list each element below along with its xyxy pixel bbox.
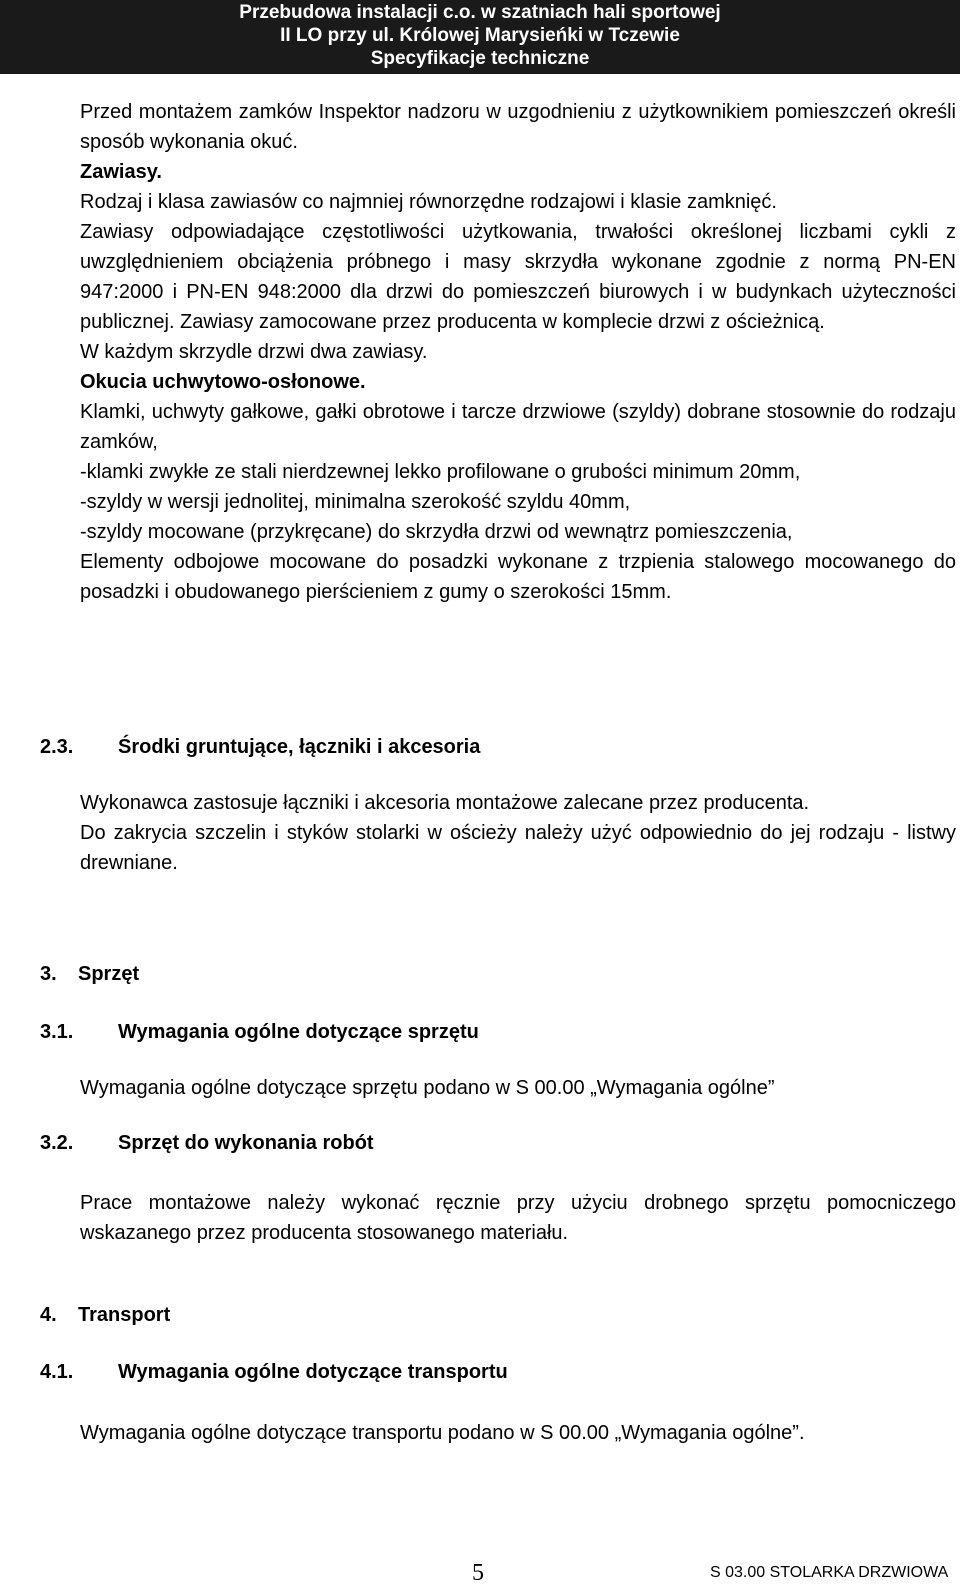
paragraph-klamki: Klamki, uchwyty gałkowe, gałki obrotowe i tarcze drzwiowe (szyldy) dobrane stosownie do rodzaju zamków,	[80, 401, 956, 453]
paragraph-okucia-intro: Przed montażem zamków Inspektor nadzoru w uzgodnieniu z użytkownikiem pomieszczeń określi sposób wykonania okuć.	[80, 101, 956, 153]
paragraph-szyldy-mocowane: -szyldy mocowane (przykręcane) do skrzydła drzwi od wewnątrz pomieszczenia,	[80, 521, 793, 543]
paragraph-zawiasy-rodzaj: Rodzaj i klasa zawiasów co najmniej równorzędne rodzajowi i klasie zamknięć.	[80, 191, 777, 213]
paragraph-laczniki: Wykonawca zastosuje łączniki i akcesoria montażowe zalecane przez producenta.	[80, 792, 810, 814]
header-title-line2: II LO przy ul. Królowej Marysieńki w Tczewie	[280, 25, 680, 46]
section-title: Sprzęt	[78, 963, 140, 985]
section-title: Wymagania ogólne dotyczące transportu	[118, 1361, 508, 1383]
paragraph-wymagania-sprzetu: Wymagania ogólne dotyczące sprzętu podano w S 00.00 „Wymagania ogólne”	[80, 1077, 775, 1099]
document-reference: S 03.00 STOLARKA DRZWIOWA	[710, 1564, 949, 1581]
paragraph-zawiasy-opis: Zawiasy odpowiadające częstotliwości użytkowania, trwałości określonej liczbami cykli z uwzględnieniem obciążenia próbnego i masy skrzydła wykonane zgodnie z normą PN-EN 947:2000 i PN-EN 948:2000 dla drzwi do pomieszczeń biurowych i w budynkach użyteczności publicznej. Zawiasy zamocowane przez producenta w komplecie drzwi z ościeżnicą.	[80, 221, 956, 333]
section-title: Sprzęt do wykonania robót	[118, 1132, 374, 1154]
section-2-3-body	[80, 788, 956, 878]
heading-zawiasy: Zawiasy.	[80, 161, 162, 183]
section-number: 3.	[40, 963, 57, 985]
section-number: 3.1.	[40, 1021, 74, 1043]
paragraph-szczeliny: Do zakrycia szczelin i styków stolarki w ościeży należy użyć odpowiednio do jej rodzaju - listwy drewniane.	[80, 822, 956, 874]
body-text	[80, 97, 960, 607]
section-heading-3-1	[40, 1017, 479, 1047]
paragraph-wymagania-transportu: Wymagania ogólne dotyczące transportu podano w S 00.00 „Wymagania ogólne”.	[80, 1422, 805, 1444]
section-heading-3	[40, 959, 139, 989]
paragraph-szyldy-jednolite: -szyldy w wersji jednolitej, minimalna szerokość szyldu 40mm,	[80, 491, 631, 513]
section-title: Transport	[78, 1304, 171, 1326]
header-title-line3: Specyfikacje techniczne	[370, 48, 590, 69]
section-title: Środki gruntujące, łączniki i akcesoria	[118, 736, 481, 758]
paragraph-elementy-odbojowe: Elementy odbojowe mocowane do posadzki wykonane z trzpienia stalowego mocowanego do posadzki i obudowanego pierścieniem z gumy o szerokości 15mm.	[80, 551, 956, 603]
header-title-line1: Przebudowa instalacji c.o. w szatniach hali sportowej	[239, 2, 721, 23]
section-number: 4.1.	[40, 1361, 74, 1383]
section-heading-4	[40, 1300, 170, 1330]
page-number: 5	[472, 1560, 484, 1586]
section-4-1-body	[80, 1418, 956, 1448]
section-heading-4-1	[40, 1357, 508, 1387]
section-number: 2.3.	[40, 736, 74, 758]
section-number: 4.	[40, 1304, 57, 1326]
paragraph-prace-montazowe: Prace montażowe należy wykonać ręcznie przy użyciu drobnego sprzętu pomocniczego wskazanego przez producenta stosowanego materiału.	[80, 1192, 956, 1244]
paragraph-klamki-stal: -klamki zwykłe ze stali nierdzewnej lekko profilowane o grubości minimum 20mm,	[80, 461, 801, 483]
document-header	[0, 0, 960, 74]
section-3-1-body	[80, 1073, 956, 1103]
section-number: 3.2.	[40, 1132, 74, 1154]
section-heading-2-3	[40, 732, 480, 762]
section-title: Wymagania ogólne dotyczące sprzętu	[118, 1021, 479, 1043]
paragraph-zawiasy-ilosc: W każdym skrzydle drzwi dwa zawiasy.	[80, 341, 428, 363]
section-3-2-body	[80, 1188, 956, 1248]
section-heading-3-2	[40, 1128, 374, 1158]
heading-okucia: Okucia uchwytowo-osłonowe.	[80, 371, 366, 393]
